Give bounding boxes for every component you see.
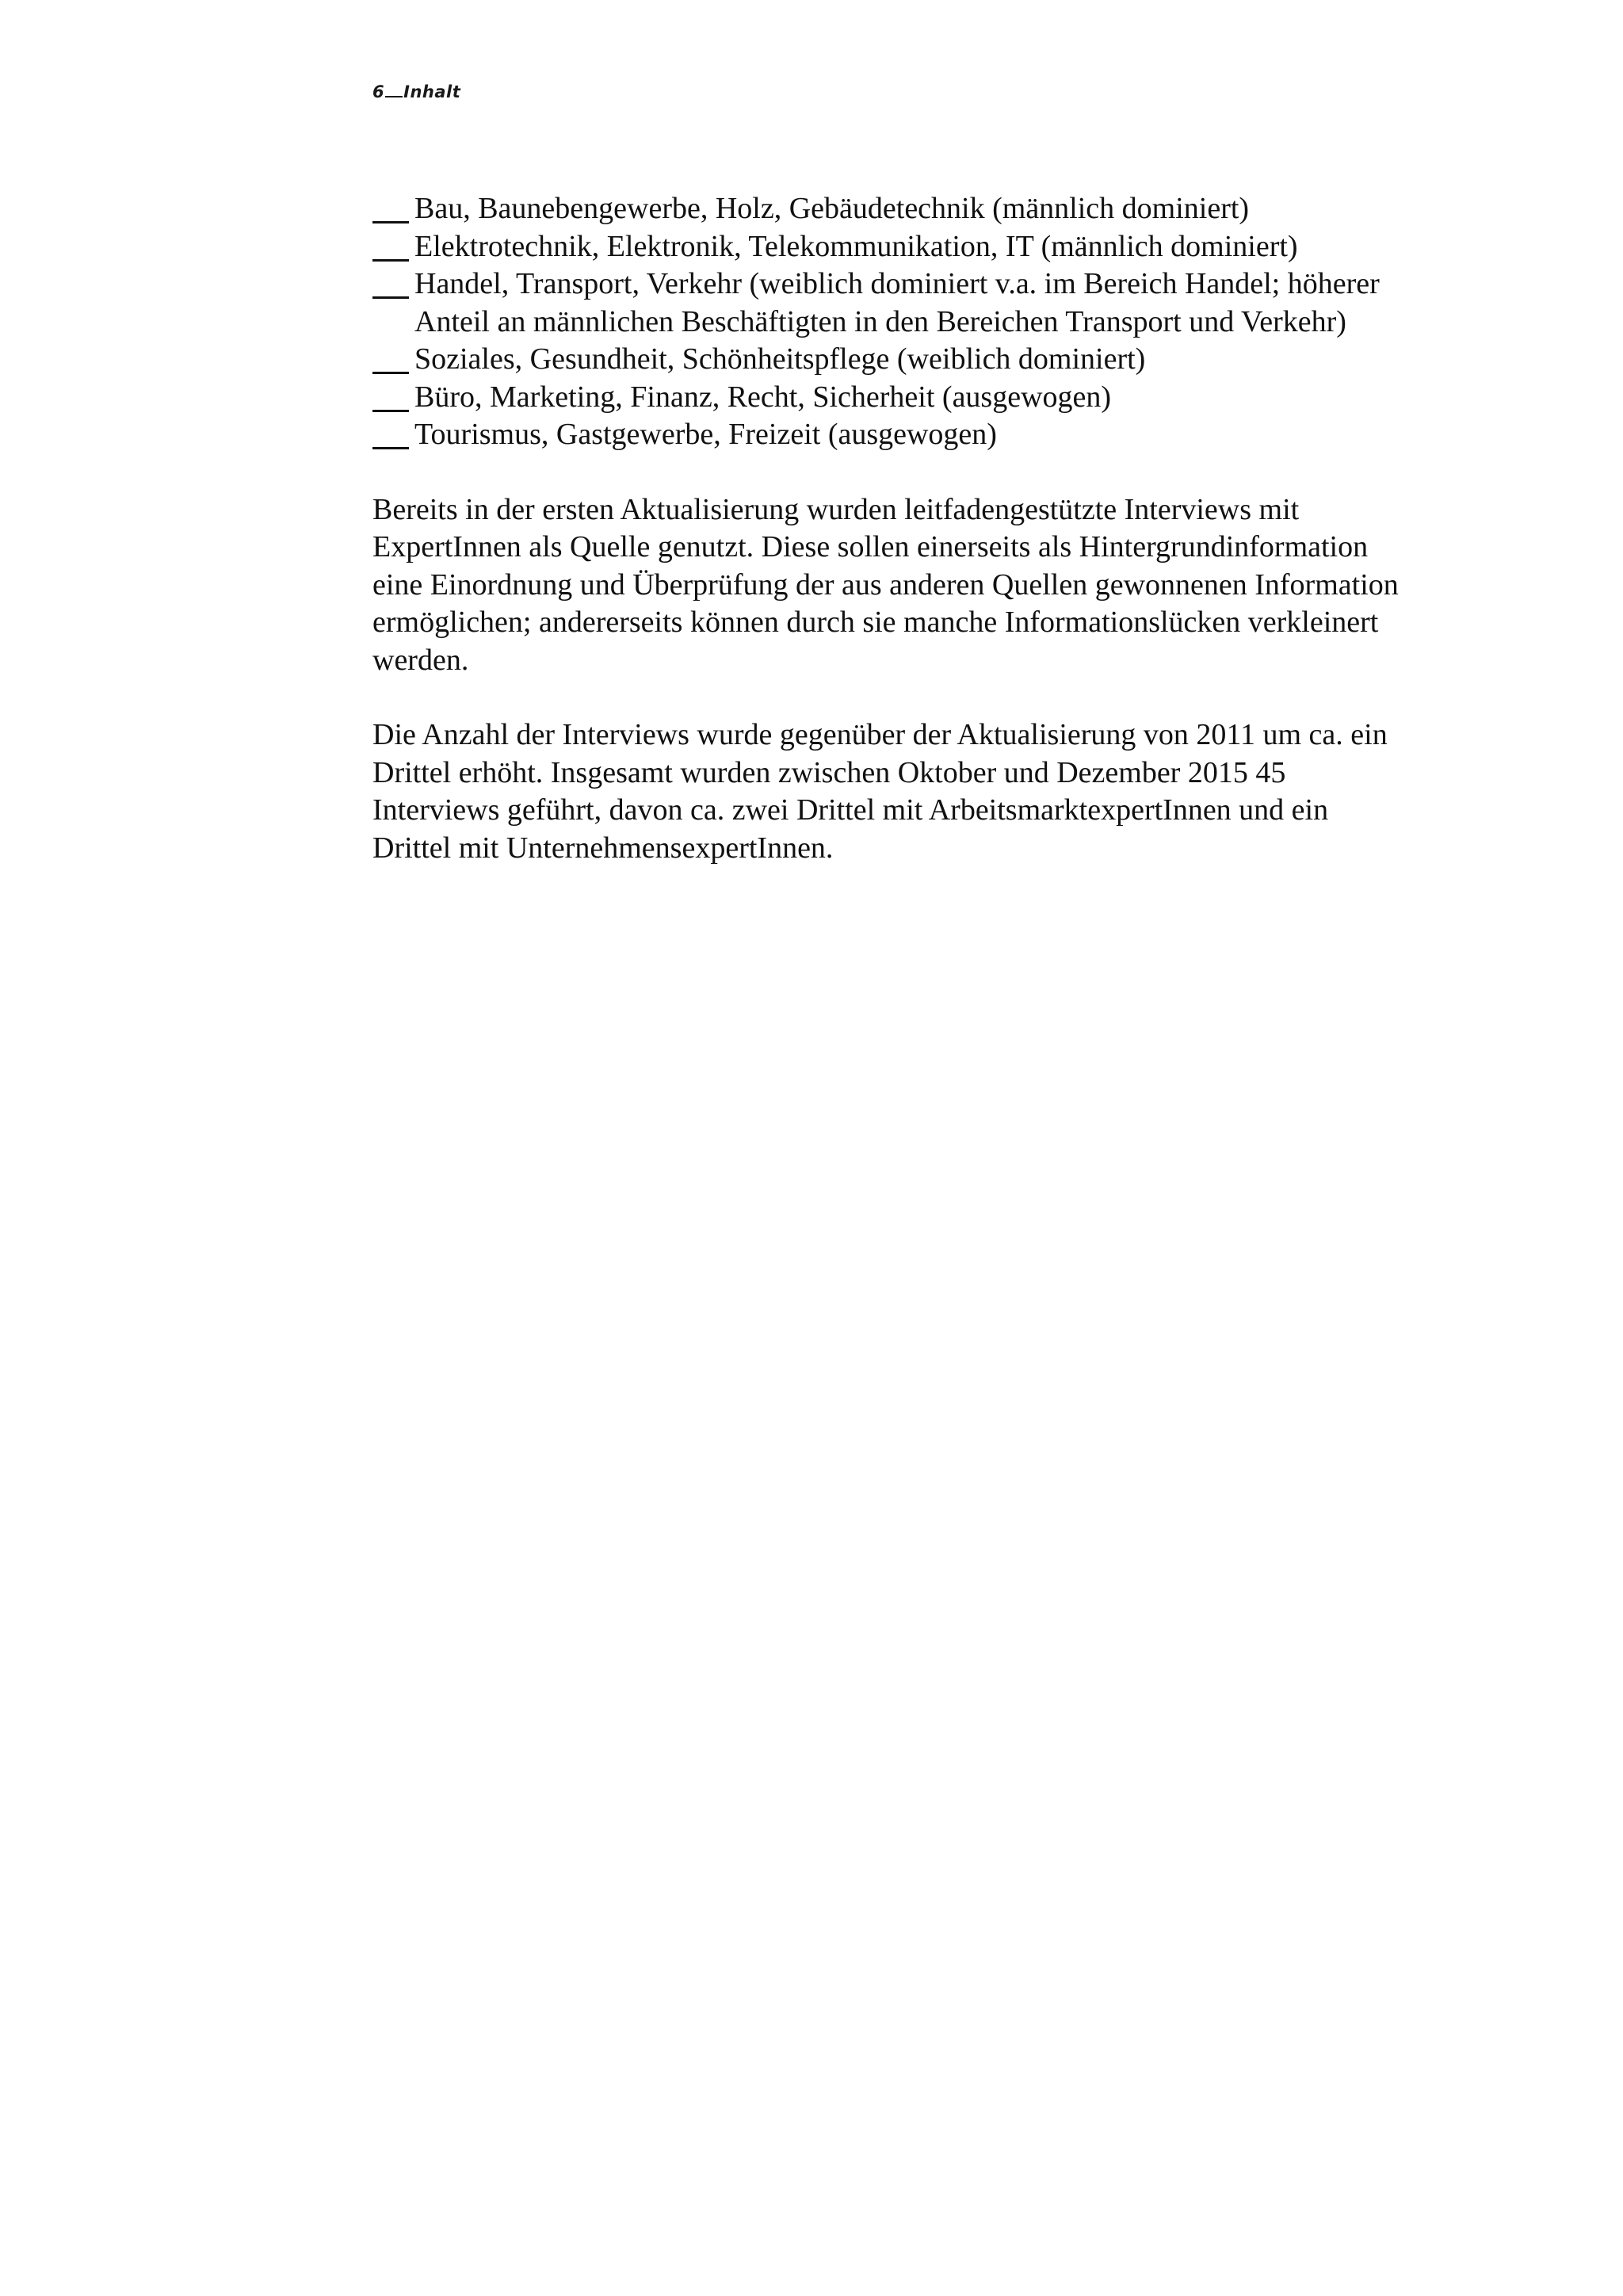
paragraph-line: Drittel mit UnternehmensexpertInnen.	[372, 831, 834, 865]
section-title: Inhalt	[403, 82, 461, 101]
list-item	[372, 416, 1482, 454]
page-number: 6	[372, 82, 385, 101]
paragraph-line: Drittel erhöht. Insgesamt wurden zwischen Oktober und Dezember 2015 45	[372, 755, 1286, 789]
paragraph-line: Interviews geführt, davon ca. zwei Drittel mit ArbeitsmarktexpertInnen und ein	[372, 793, 1329, 827]
dash-bullet	[372, 296, 409, 299]
page-header	[372, 82, 460, 101]
dash-bullet	[372, 410, 409, 412]
paragraph-interview-count	[372, 716, 1482, 867]
dash-bullet	[372, 221, 409, 223]
page-content	[372, 190, 1482, 867]
list-item	[372, 228, 1482, 266]
list-item	[372, 266, 1482, 341]
paragraph-line: ExpertInnen als Quelle genutzt. Diese sollen einerseits als Hintergrundinformation	[372, 530, 1369, 563]
paragraph-line: ermöglichen; andererseits können durch sie manche Informationslücken verkleinert	[372, 606, 1379, 639]
list-item	[372, 341, 1482, 379]
list-item-text: Elektrotechnik, Elektronik, Telekommunikation, IT (männlich dominiert)	[414, 229, 1298, 263]
list-item-text-line: Anteil an männlichen Beschäftigten in den Bereichen Transport und Verkehr)	[414, 304, 1346, 338]
header-separator	[385, 96, 403, 97]
dash-bullet	[372, 259, 409, 262]
paragraph-line: werden.	[372, 643, 469, 677]
list-item	[372, 190, 1482, 228]
dash-bullet	[372, 447, 409, 449]
paragraph-line: Bereits in der ersten Aktualisierung wurden leitfadengestützte Interviews mit	[372, 492, 1300, 526]
list-item-text: Bau, Baunebengewerbe, Holz, Gebäudetechnik (männlich dominiert)	[414, 192, 1250, 225]
paragraph-expert-interviews	[372, 491, 1482, 680]
paragraph-line: Die Anzahl der Interviews wurde gegenüber der Aktualisierung von 2011 um ca. ein	[372, 718, 1388, 751]
sector-list	[372, 190, 1482, 454]
list-item	[372, 379, 1482, 417]
list-item-text: Soziales, Gesundheit, Schönheitspflege (weiblich dominiert)	[414, 342, 1146, 376]
paragraph-line: eine Einordnung und Überprüfung der aus anderen Quellen gewonnenen Information	[372, 567, 1399, 602]
dash-bullet	[372, 372, 409, 374]
list-item-text-line: Handel, Transport, Verkehr (weiblich dominiert v.a. im Bereich Handel; höherer	[414, 267, 1380, 300]
list-item-text: Büro, Marketing, Finanz, Recht, Sicherheit (ausgewogen)	[414, 380, 1112, 414]
list-item-text: Tourismus, Gastgewerbe, Freizeit (ausgewogen)	[414, 418, 997, 451]
